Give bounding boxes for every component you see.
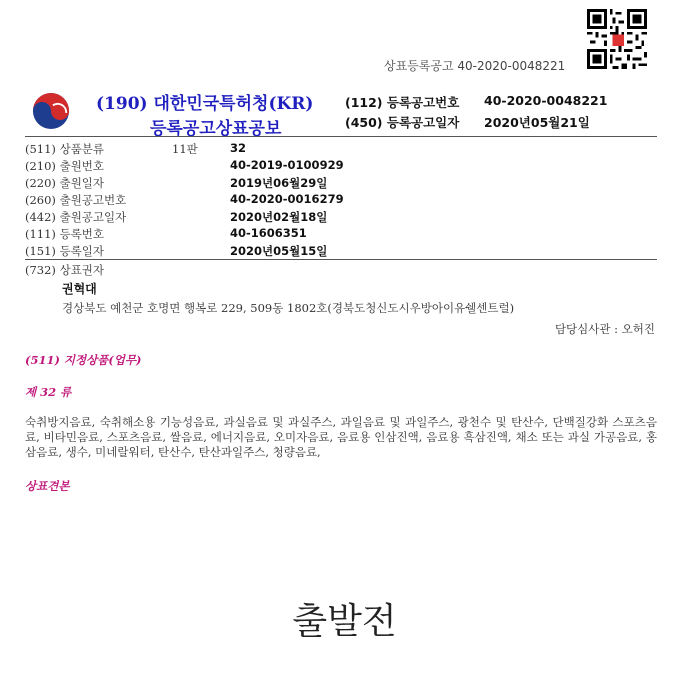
qr-code-icon <box>587 9 647 69</box>
gazette-title: 등록공고상표공보 <box>150 119 282 139</box>
header-divider <box>25 136 657 137</box>
info-row-label: (210) 출원번호 <box>25 159 105 173</box>
info-row-value: 2020년05월15일 <box>230 244 328 258</box>
info-row-mid: 11판 <box>172 142 198 156</box>
info-row-label: (442) 출원공고일자 <box>25 210 127 224</box>
info-row-value: 40-1606351 <box>230 226 307 240</box>
info-row-label: (260) 출원공고번호 <box>25 193 127 207</box>
examiner: 담당심사관 : 오허진 <box>554 322 655 336</box>
info-row-label: (111) 등록번호 <box>25 227 105 241</box>
goods-heading: (511) 지정상품(업무) <box>25 353 142 367</box>
reg-pub-date-label: (450) 등록공고일자 <box>345 115 460 130</box>
owner-label: (732) 상표권자 <box>25 263 105 277</box>
taegeuk-emblem-icon <box>32 92 70 130</box>
info-row-value: 2020년02월18일 <box>230 210 328 224</box>
owner-name: 권혁대 <box>62 282 97 296</box>
reg-pub-date-value: 2020년05월21일 <box>484 115 590 130</box>
info-row-value: 2019년06월29일 <box>230 176 328 190</box>
owner-address: 경상북도 예천군 호명면 행복로 229, 509동 1802호(경북도청신도시우방아이유쉘센트럴) <box>62 301 515 315</box>
reg-pub-no-value: 40-2020-0048221 <box>484 93 608 108</box>
mark-heading: 상표견본 <box>25 479 70 493</box>
class-heading: 제 32 류 <box>25 385 72 399</box>
reg-pub-no-label: (112) 등록공고번호 <box>345 95 460 110</box>
info-row-label: (220) 출원일자 <box>25 176 105 190</box>
mark-placeholder: 출발전 <box>292 601 397 642</box>
info-row-value: 40-2019-0100929 <box>230 158 344 172</box>
info-row-label: (151) 등록일자 <box>25 244 105 258</box>
info-divider <box>25 259 657 260</box>
office-title: (190) 대한민국특허청(KR) <box>96 94 314 114</box>
info-row-label: (511) 상품분류 <box>25 142 105 156</box>
info-row-value: 32 <box>230 141 247 155</box>
info-row-value: 40-2020-0016279 <box>230 192 344 206</box>
goods-list: 숙취방지음료, 숙취해소용 기능성음료, 과실음료 및 과실주스, 과일음료 및 과일주스, 광천수 및 탄산수, 단백질강화 스포츠음료, 비타민음료, 스포츠음료, 쌀음료, 에너지음료, 오미자음료, 음료용 인삼진액, 음료용 흑삼진액, 채소 또는 과실 가공음료, 홍삼음료, 생수, 미네랄워터, 탄산수, 탄산과일주스, 청량음료, <box>25 415 657 459</box>
publication-number: 상표등록공고 40-2020-0048221 <box>384 59 566 73</box>
